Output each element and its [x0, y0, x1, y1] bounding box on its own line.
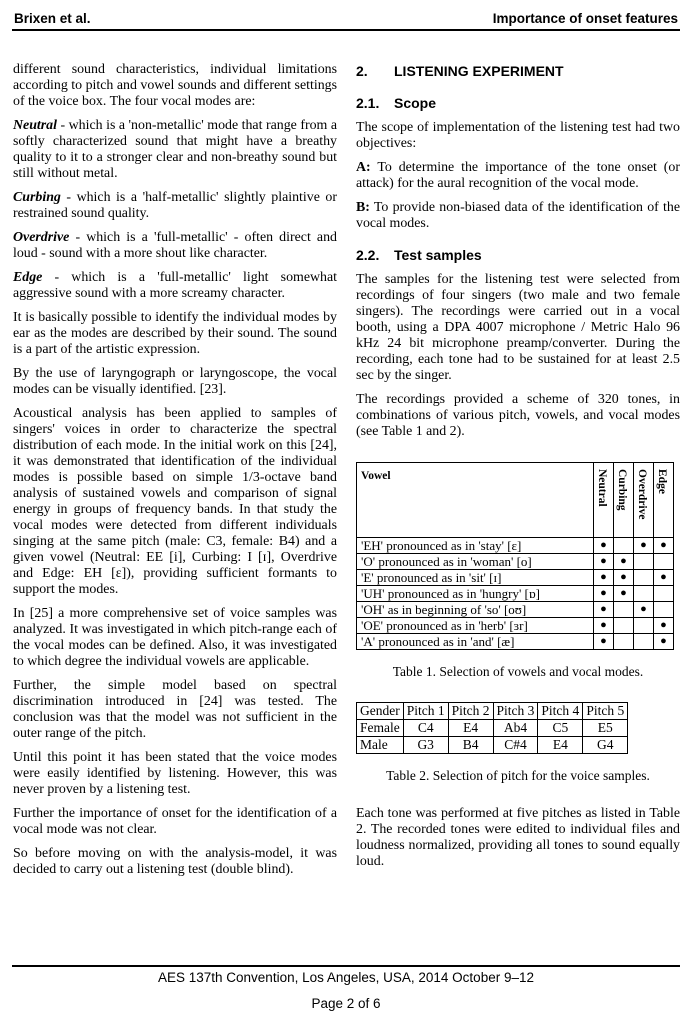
mode-mark-cell: ●: [654, 570, 674, 586]
mode-mark-cell: [634, 634, 654, 650]
table-row: [357, 554, 674, 570]
mode-mark-cell: ●: [594, 634, 614, 650]
header-rule: [12, 29, 680, 31]
mode-overdrive: [13, 230, 337, 262]
table-pitch: [356, 702, 628, 754]
table-cell: Male: [357, 737, 404, 754]
mode-mark-cell: ●: [594, 570, 614, 586]
vowel-cell: 'A' pronounced as in 'and' [æ]: [357, 634, 594, 650]
table-row: [357, 634, 674, 650]
left-column: [13, 62, 337, 878]
vowel-cell: 'EH' pronounced as in 'stay' [ɛ]: [357, 538, 594, 554]
column-header-vowel: Vowel: [357, 463, 594, 538]
table-cell: E5: [583, 720, 628, 737]
footer-convention: AES 137th Convention, Los Angeles, USA, 2014 October 9–12: [157, 970, 534, 985]
table-cell: G4: [583, 737, 628, 754]
footer-rule: [12, 965, 680, 967]
table-cell: Ab4: [493, 720, 538, 737]
subsection-heading-scope: [356, 94, 680, 112]
page-number: Page 2 of 6: [311, 996, 381, 1011]
mode-mark-cell: [614, 538, 634, 554]
mode-desc: - which is a 'full-metallic' - often direct and loud - sound with a more shout like character.: [13, 230, 337, 261]
table-body: [357, 703, 628, 754]
mode-desc: - which is a 'half-metallic' slightly plaintive or restrained sound quality.: [13, 190, 337, 221]
table-cell: Pitch 3: [493, 703, 538, 720]
mode-mark-cell: ●: [654, 538, 674, 554]
mode-mark-cell: [634, 554, 654, 570]
vowel-cell: 'OE' pronounced as in 'herb' [ɜr]: [357, 618, 594, 634]
column-header-label: Curbing: [616, 469, 628, 511]
paragraph: different sound characteristics, individual limitations according to pitch and vowel sounds and different settings of the voice box. The four vocal modes are:: [13, 62, 337, 109]
table-cell: E4: [538, 737, 583, 754]
table-cell: Pitch 4: [538, 703, 583, 720]
table-body: [357, 538, 674, 650]
table-cell: Pitch 5: [583, 703, 628, 720]
paragraph: Further, the simple model based on spectral discrimination introduced in [24] was tested. The conclusion was that the model was not sufficient in the outer range of the pitch.: [13, 678, 337, 741]
objective-b: [356, 200, 680, 232]
mode-name: Curbing: [13, 190, 61, 205]
objective-text: To determine the importance of the tone onset (or attack) for the aural recognition of the vocal mode.: [356, 160, 680, 191]
mode-neutral: [13, 118, 337, 182]
mode-mark-cell: [614, 634, 634, 650]
vowel-cell: 'E' pronounced as in 'sit' [ɪ]: [357, 570, 594, 586]
mode-mark-cell: ●: [654, 618, 674, 634]
table-cell: C4: [403, 720, 448, 737]
running-header: [12, 8, 680, 28]
mode-mark-cell: [634, 618, 654, 634]
table-row: [357, 720, 628, 737]
table-row: [357, 737, 628, 754]
header-authors: Brixen et al.: [14, 11, 91, 26]
paragraph: Until this point it has been stated that the voice modes were easily identified by listening. However, this was never proven by a listening test.: [13, 750, 337, 797]
subsection-title: Test samples: [394, 247, 482, 263]
table-cell: Gender: [357, 703, 404, 720]
table-cell: Pitch 1: [403, 703, 448, 720]
mode-mark-cell: ●: [634, 538, 654, 554]
table-cell: Female: [357, 720, 404, 737]
mode-mark-cell: [654, 602, 674, 618]
column-header-label: Edge: [656, 469, 668, 494]
mode-mark-cell: ●: [634, 602, 654, 618]
mode-mark-cell: ●: [614, 570, 634, 586]
table-cell: C#4: [493, 737, 538, 754]
table-cell: G3: [403, 737, 448, 754]
table-vowels-modes: [356, 462, 674, 650]
paragraph: Further the importance of onset for the identification of a vocal mode was not clear.: [13, 806, 337, 837]
section-heading: [356, 62, 680, 80]
mode-mark-cell: [614, 602, 634, 618]
section-number: 2.: [356, 63, 368, 79]
column-header-overdrive: [634, 463, 654, 538]
mode-desc: - which is a 'non-metallic' mode that range from a softly characterized sound that might have a breathy quality to it to a stronger clear and non-breathy sound but still without metal.: [13, 118, 337, 181]
subsection-number: 2.2.: [356, 247, 380, 263]
vowel-cell: 'UH' pronounced as in 'hungry' [ɒ]: [357, 586, 594, 602]
table-header-row: [357, 703, 628, 720]
mode-name: Neutral: [13, 118, 57, 133]
mode-mark-cell: ●: [614, 554, 634, 570]
mode-mark-cell: ●: [594, 602, 614, 618]
paragraph: In [25] a more comprehensive set of voice samples was analyzed. It was investigated in which pitch-range each of the vocal modes can be defined. Also, it was investigated to which degree the individual vowels are applicable.: [13, 606, 337, 669]
paragraph: Acoustical analysis has been applied to samples of singers' voices in order to characterize the spectral distribution of each mode. In the initial work on this [24], it was demonstrated that identification of the individual modes is possible based on simple 1/3-octave band analysis of sustained vowels and comparison of signal energy in groups of frequency bands. In that study the vocal modes were detected from different individuals singing at the same pitch (male: C3, female: B4) and a given vowel (Neutral: EE [i], Curbing: I [ɪ], Overdrive and Edge: EH [ɛ]), providing sufficient formants to support the modes.: [13, 406, 337, 597]
table-cell: E4: [448, 720, 493, 737]
mode-mark-cell: ●: [594, 538, 614, 554]
table-cell: C5: [538, 720, 583, 737]
column-header-curbing: [614, 463, 634, 538]
mode-mark-cell: ●: [654, 634, 674, 650]
right-column: [356, 62, 680, 870]
subsection-title: Scope: [394, 95, 437, 111]
mode-name: Edge: [13, 270, 43, 285]
mode-name: Overdrive: [13, 230, 70, 245]
objective-label: A:: [356, 160, 371, 175]
column-header-label: Overdrive: [636, 469, 648, 520]
mode-mark-cell: [614, 618, 634, 634]
objective-text: To provide non-biased data of the identification of the vocal modes.: [356, 200, 680, 231]
mode-curbing: [13, 190, 337, 222]
column-header-edge: [654, 463, 674, 538]
vowel-cell: 'O' pronounced as in 'woman' [o]: [357, 554, 594, 570]
objective-label: B:: [356, 200, 370, 215]
paragraph: The scope of implementation of the listening test had two objectives:: [356, 120, 680, 151]
table-header-row: [357, 463, 674, 538]
table-caption: Table 2. Selection of pitch for the voice samples.: [386, 768, 650, 783]
objective-a: [356, 160, 680, 192]
table-row: [357, 570, 674, 586]
mode-desc: - which is a 'full-metallic' light somewhat aggressive sound with a more screamy character.: [13, 270, 337, 301]
mode-mark-cell: ●: [594, 618, 614, 634]
table-caption: Table 1. Selection of vowels and vocal modes.: [392, 664, 644, 679]
mode-mark-cell: [634, 570, 654, 586]
mode-mark-cell: ●: [594, 554, 614, 570]
table-cell: Pitch 2: [448, 703, 493, 720]
mode-mark-cell: [654, 586, 674, 602]
table-row: [357, 538, 674, 554]
paragraph: The recordings provided a scheme of 320 tones, in combinations of various pitch, vowels, and vocal modes (see Table 1 and 2).: [356, 392, 680, 439]
vowel-cell: 'OH' as in beginning of 'so' [oʊ]: [357, 602, 594, 618]
table-cell: B4: [448, 737, 493, 754]
table-row: [357, 602, 674, 618]
subsection-number: 2.1.: [356, 95, 380, 111]
paragraph: The samples for the listening test were selected from recordings of four singers (two male and two female singers). The recordings were carried out in a vocal booth, using a DPA 4007 microphone / Metric Halo 96 kHz 24 bit microphone preamp/converter. During the recording, each tone had to be sustained for at least 2.5 sec by the singer.: [356, 272, 680, 383]
mode-mark-cell: [654, 554, 674, 570]
mode-edge: [13, 270, 337, 302]
mode-mark-cell: [634, 586, 654, 602]
column-header-label: Neutral: [596, 469, 608, 507]
paragraph: So before moving on with the analysis-model, it was decided to carry out a listening test (double blind).: [13, 846, 337, 877]
paragraph: By the use of laryngograph or laryngoscope, the vocal modes can be visually identified. [23].: [13, 366, 337, 397]
header-title: Importance of onset features: [492, 11, 678, 26]
table-row: [357, 618, 674, 634]
paragraph: It is basically possible to identify the individual modes by ear as the modes are described by their sound. The sound is a part of the artistic expression.: [13, 310, 337, 357]
paragraph: Each tone was performed at five pitches as listed in Table 2. The recorded tones were edited to individual files and loudness normalized, providing all tones to sound equally loud.: [356, 806, 680, 869]
column-header-neutral: [594, 463, 614, 538]
mode-mark-cell: ●: [614, 586, 634, 602]
subsection-heading-samples: [356, 246, 680, 264]
section-title: LISTENING EXPERIMENT: [394, 63, 564, 79]
table-row: [357, 586, 674, 602]
mode-mark-cell: ●: [594, 586, 614, 602]
